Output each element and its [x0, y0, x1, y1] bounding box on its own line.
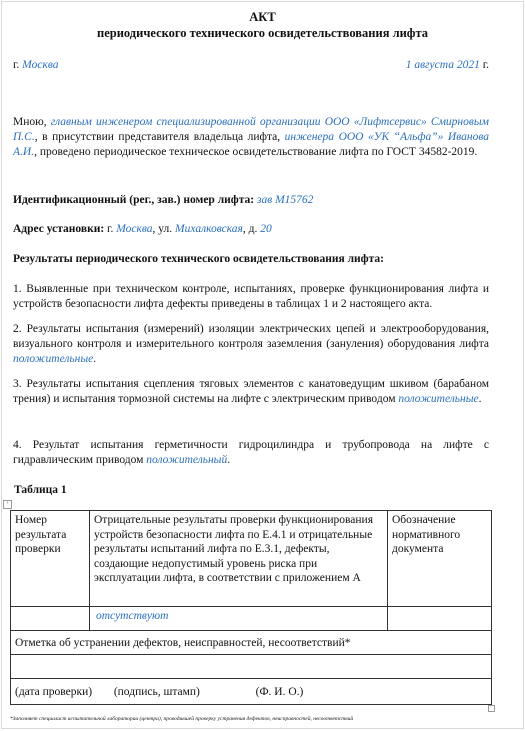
table-header-row: [11, 511, 492, 607]
remark-entry-row: [11, 655, 492, 679]
table-row: [11, 607, 492, 631]
result-item-2: 2. Результаты испытания (измерений) изоляции электрических цепей и электрооборудования, визуального контроля и измерительного контроля заземления (зануления) оборудования лифта положительные.: [13, 323, 489, 365]
city-value: Москва: [22, 59, 59, 71]
result-item-4-value: положительный: [146, 454, 228, 466]
table-cell[interactable]: [11, 607, 90, 631]
id-number-value: зав М15762: [256, 194, 314, 206]
table-move-handle-icon[interactable]: +: [3, 500, 12, 509]
owner-representative: инженера ООО «УК “Альфа”» Иванова А.И.: [13, 131, 489, 158]
table-cell[interactable]: [90, 607, 388, 631]
result-item-3: 3. Результаты испытания сцепления тяговых элементов с канатоведущим шкивом (барабаном трения) и испытания тормозной системы на лифте с электрическим приводом положительные.: [13, 378, 489, 405]
footnote: *Заполняет специалист испытательной лаборатории (центра), проводившей проверку устранения дефектов, неисправностей, несоответствий: [10, 716, 354, 722]
header-result-number: Номер результата проверки: [11, 511, 90, 607]
table-resize-handle-icon[interactable]: [488, 705, 495, 712]
document-page: [1, 1, 524, 729]
document-title: АКТ: [249, 10, 276, 24]
inspector-name: главным инженером специализированной организации ООО «Лифтсервис» Смирновым П.С.: [13, 116, 489, 143]
date-field: 1 августа 2021 г.: [405, 59, 489, 71]
document-subtitle: периодического технического освидетельствования лифта: [97, 26, 428, 40]
remark-entry-cell[interactable]: [11, 655, 492, 679]
table-cell[interactable]: [388, 607, 492, 631]
signature-sign-label: (подпись, штамп): [113, 686, 200, 698]
address-house: 20: [260, 223, 272, 235]
address-line: Адрес установки: г. Москва, ул. Михалковская, д. 20: [13, 223, 272, 235]
results-heading: Результаты периодического технического освидетельствования лифта:: [13, 253, 384, 265]
date-value: 1 августа 2021: [405, 59, 480, 71]
result-item-3-value: положительные: [398, 393, 479, 405]
intro-paragraph: Мною, главным инженером специализированной организации ООО «Лифтсервис» Смирновым П.С., в присутствии представителя владельца лифта, инженера ООО «УК “Альфа”» Иванова А.И., проведено периодическое техническое освидетельствование лифта по ГОСТ 34582-2019.: [13, 116, 489, 158]
address-street: Михалковская: [175, 223, 243, 235]
city-date-line: [13, 59, 489, 71]
no-defects-value: отсутствуют: [96, 610, 169, 622]
defects-table: [10, 510, 492, 705]
remark-label: Отметка об устранении дефектов, неисправностей, несоответствий*: [11, 631, 492, 655]
city-field: г. Москва: [13, 59, 59, 71]
result-item-1: 1. Выявленные при техническом контроле, испытаниях, проверке функционирования лифта и устройств безопасности лифта дефекты приведены в таблицах 1 и 2 настоящего акта.: [13, 283, 489, 310]
header-normative-document: Обозначение нормативного документа: [388, 511, 492, 607]
signature-row: [11, 679, 492, 705]
result-item-2-value: положительные: [13, 353, 94, 365]
signature-date-label: (дата проверки): [15, 686, 93, 698]
signature-name-label: (Ф. И. О.): [255, 686, 304, 698]
id-number-line: Идентификационный (рег., зав.) номер лифта: зав М15762: [13, 194, 314, 206]
header-negative-results: Отрицательные результаты проверки функционирования устройств безопасности лифта по Е.4.1 и отрицательные результаты испытаний лифта по Е.3.1, дефекты, создающие недопустимый уровень риска при эксплуатации лифта, в соответствии с приложением А: [90, 511, 388, 607]
remark-row: [11, 631, 492, 655]
table-caption: Таблица 1: [14, 484, 67, 496]
result-item-4: 4. Результат испытания герметичности гидроцилиндра и трубопровода на лифте с гидравлическим приводом положительный.: [13, 439, 489, 466]
address-city: Москва: [116, 223, 153, 235]
